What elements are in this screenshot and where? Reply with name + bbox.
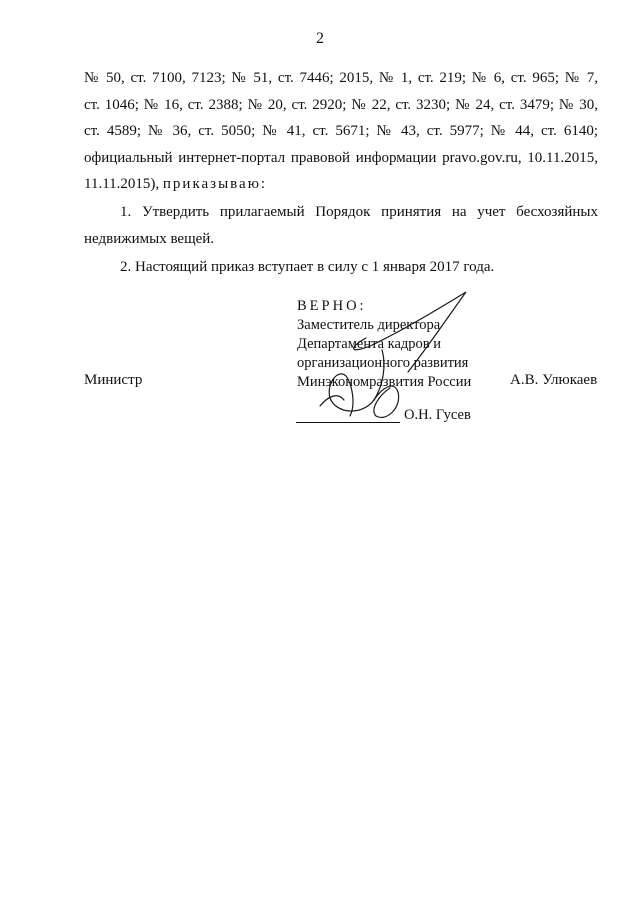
certifier-position-line: Департамента кадров и (297, 336, 442, 352)
text-line: ст. 1046; № 16, ст. 2388; № 20, ст. 2920; № 22, ст. 3230; № 24, ст. 3479; № 30, (84, 96, 598, 113)
certifier-position-line: организационного развития (297, 355, 469, 371)
text-line: № 50, ст. 7100, 7123; № 51, ст. 7446; 2015, № 1, ст. 219; № 6, ст. 965; № 7, (84, 70, 598, 86)
text-line: 1. Утвердить прилагаемый Порядок принятия на учет бесхозяйных (120, 204, 598, 220)
text-line (84, 171, 598, 198)
certifier-position (297, 316, 471, 392)
text-line: ст. 4589; № 36, ст. 5050; № 41, ст. 5671; № 43, ст. 5977; № 44, ст. 6140; (84, 123, 598, 139)
signature-line (296, 422, 400, 423)
text-line: недвижимых вещей. (84, 230, 215, 247)
legal-references-paragraph (84, 65, 598, 198)
text-line: 2. Настоящий приказ вступает в силу с 1 января 2017 года. (120, 259, 495, 275)
certifier-position-line: Минэкономразвития России (297, 374, 472, 390)
text-line-prefix: 11.11.2015), (84, 176, 163, 192)
order-word: приказываю: (162, 176, 268, 192)
order-item-2 (84, 254, 598, 281)
certification-verno: ВЕРНО: (297, 298, 367, 314)
minister-name: А.В. Улюкаев (510, 372, 598, 388)
minister-title: Министр (84, 372, 143, 388)
certifier-name: О.Н. Гусев (404, 407, 471, 423)
text-line: официальный интернет-портал правовой информации pravo.gov.ru, 10.11.2015, (84, 149, 598, 166)
page-number: 2 (316, 30, 324, 47)
order-item-1 (84, 199, 598, 252)
certifier-position-line: Заместитель директора (297, 317, 441, 333)
